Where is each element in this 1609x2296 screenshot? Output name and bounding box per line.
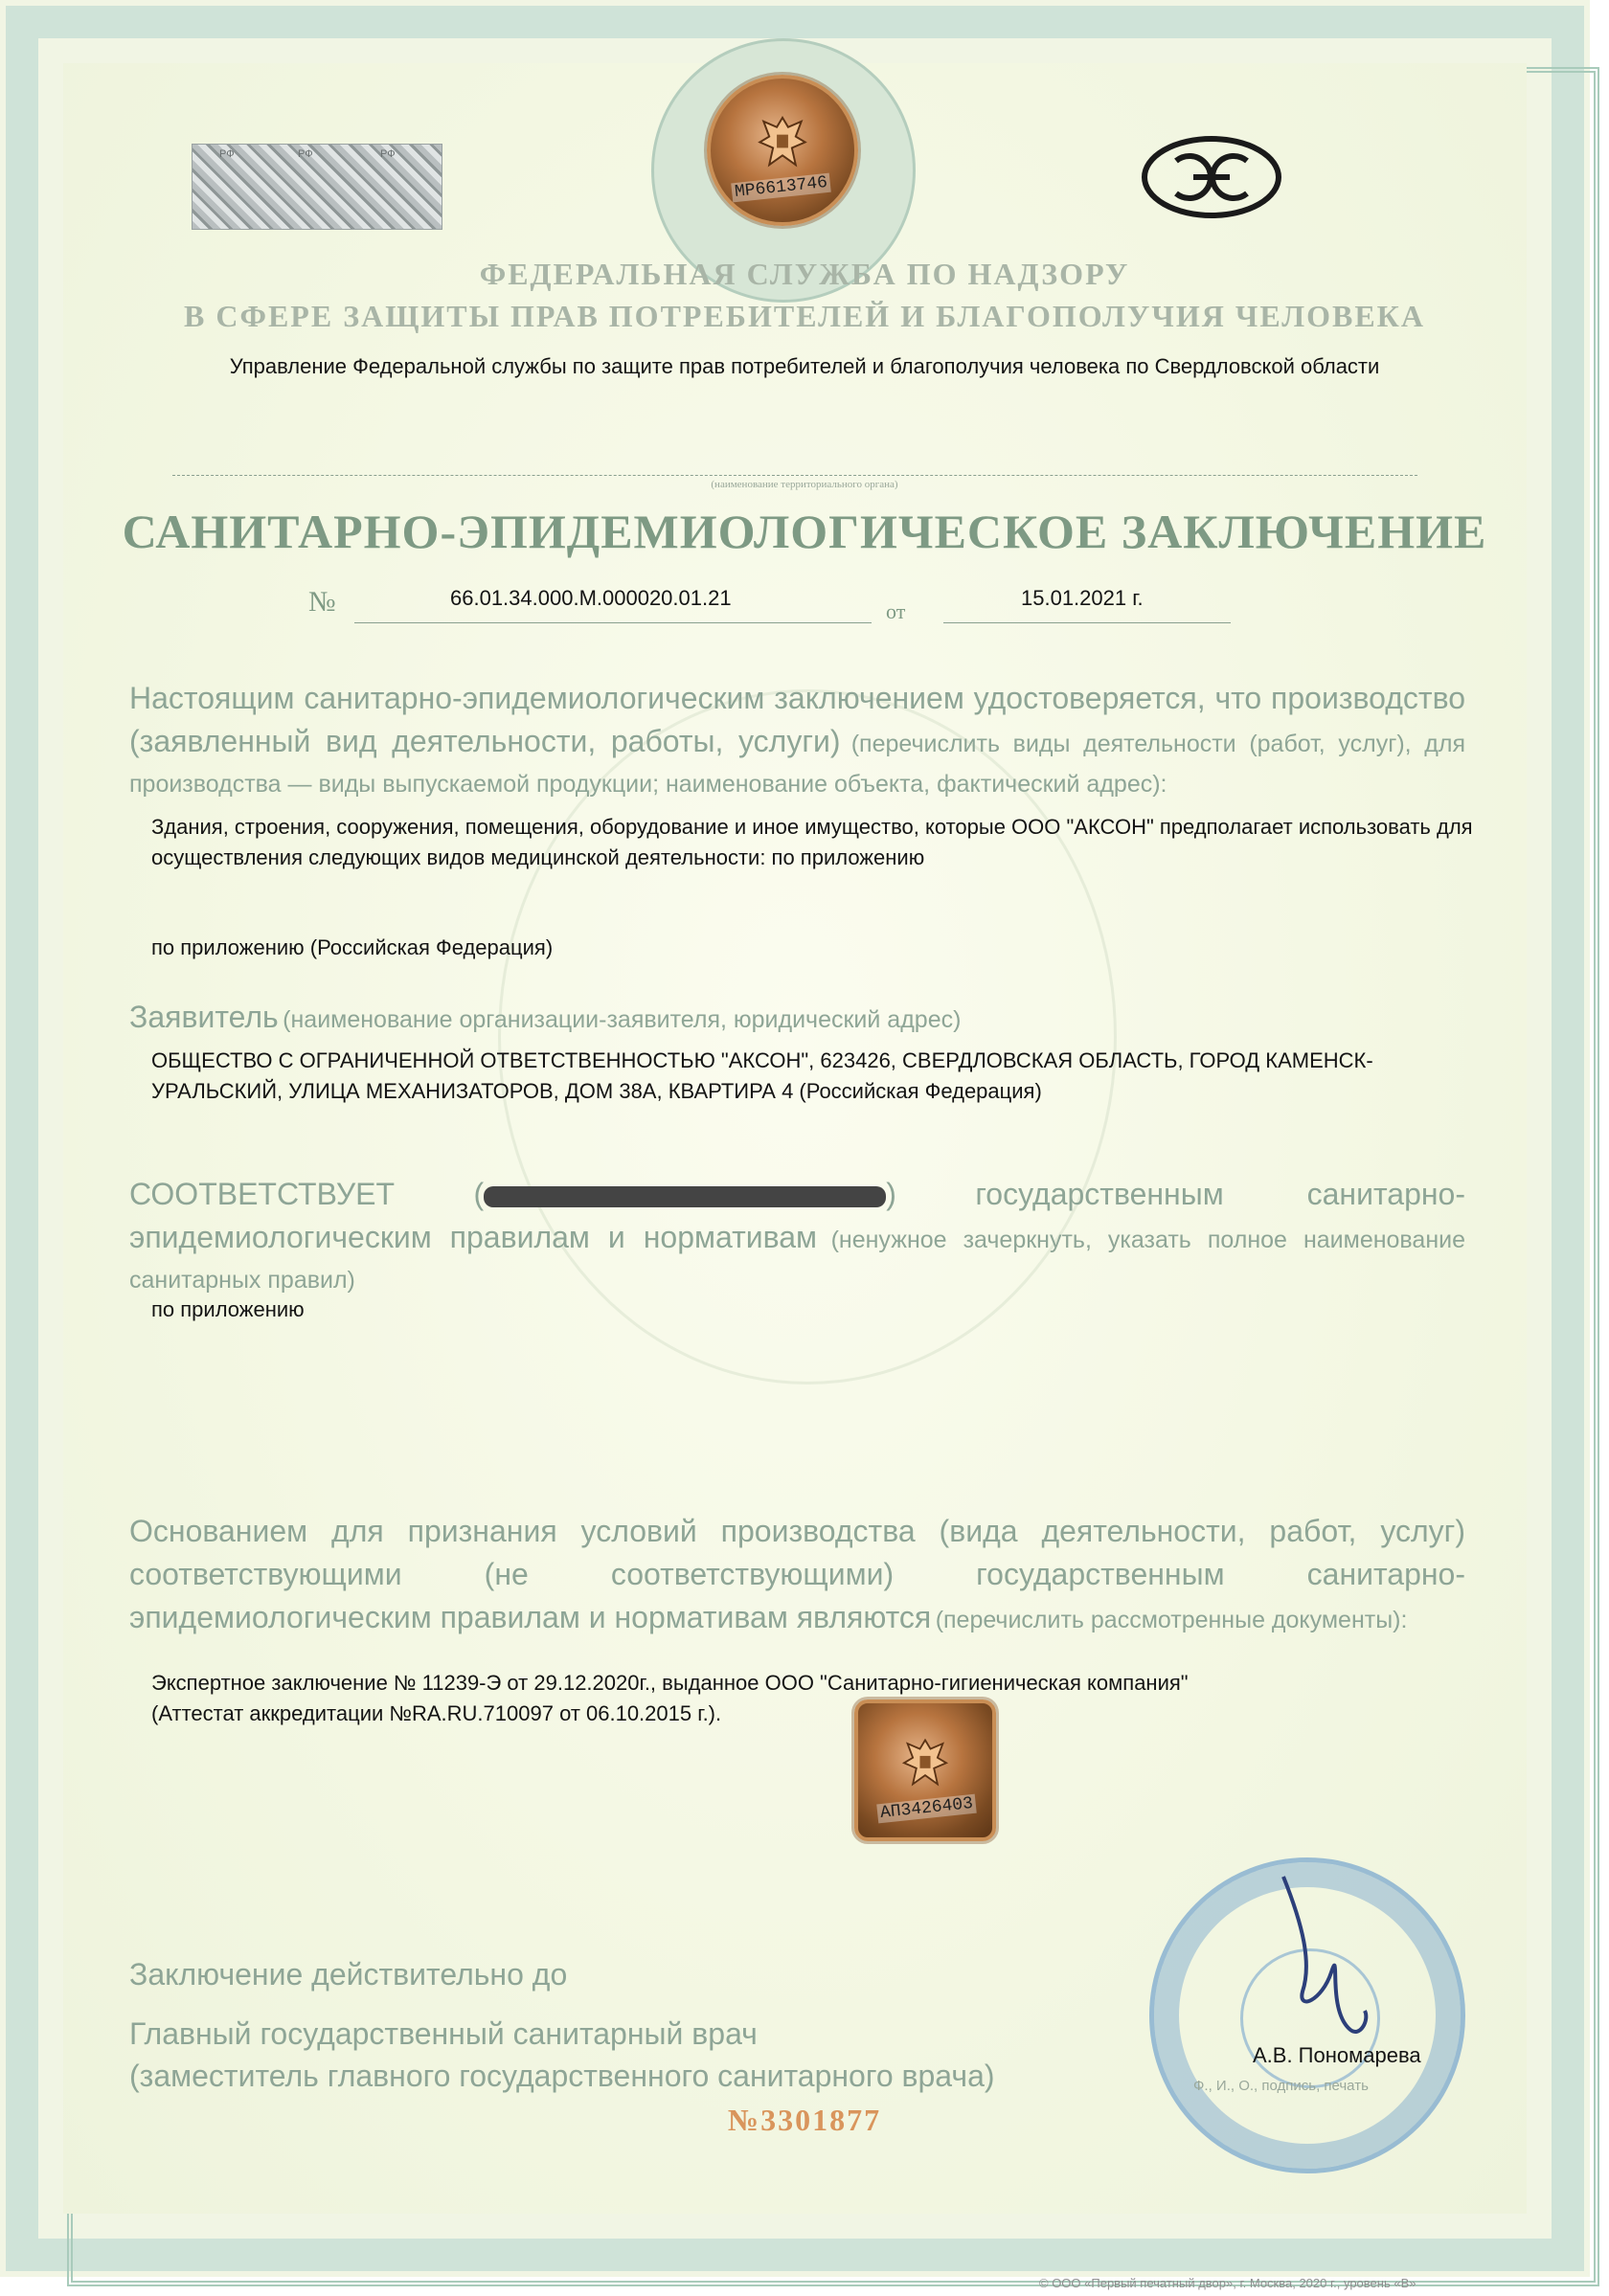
date-label: от	[886, 599, 906, 623]
chief-doctor-title	[129, 2013, 995, 2097]
conformity-lead: СООТВЕТСТВУЕТ	[129, 1177, 396, 1211]
signature-icon	[1245, 1867, 1398, 2059]
number-underline	[354, 622, 872, 623]
chief-title-line-1: Главный государственный санитарный врач	[129, 2016, 758, 2051]
applicant-value: ОБЩЕСТВО С ОГРАНИЧЕННОЙ ОТВЕТСТВЕННОСТЬЮ "АКСОН", 623426, СВЕРДЛОВСКАЯ ОБЛАСТЬ, ГОРОД КАМЕНСК-УРАЛЬСКИЙ, УЛИЦА МЕХАНИЗАТОРОВ, ДОМ 38А, КВАРТИРА 4 (Российская Федерация)	[151, 1048, 1373, 1103]
applicant-lead: Заявитель	[129, 1000, 279, 1034]
date-underline	[943, 622, 1231, 623]
certification-mark-icon	[1140, 134, 1283, 220]
conclusion-date: 15.01.2021 г.	[1021, 586, 1144, 610]
conformity-statement	[129, 1176, 1465, 1302]
hologram-serial-top: МР6613746	[731, 173, 831, 203]
emblem-hologram	[707, 75, 858, 226]
struck-out-phrase: ( )	[473, 1177, 896, 1211]
production-location: по приложению (Российская Федерация)	[151, 935, 554, 959]
hologram-serial-bottom: АП3426403	[876, 1794, 977, 1824]
redaction-bar	[484, 1186, 886, 1207]
production-hint: (перечислить виды деятельности (работ, услуг), для производства — виды выпускаемой продукции; наименование объекта, фактический адрес):	[129, 731, 1465, 798]
basis-lead: Основанием для признания условий производства (вида деятельности, работ, услуг) соответствующими (не соответствующими) государственным санитарно-эпидемиологическим правилам и нормативам являются	[129, 1514, 1465, 1634]
basis-statement	[129, 1513, 1465, 1642]
basis-value-line-2: (Аттестат аккредитации №RA.RU.710097 от 06.10.2015 г.).	[151, 1701, 722, 1725]
agency-name-line-2: В СФЕРЕ ЗАЩИТЫ ПРАВ ПОТРЕБИТЕЛЕЙ И БЛАГОПОЛУЧИЯ ЧЕЛОВЕКА	[184, 299, 1425, 333]
printer-imprint: © ООО «Первый печатный двор», г. Москва, 2020 г., уровень «В»	[1039, 2276, 1416, 2290]
production-statement	[129, 680, 1465, 806]
conclusion-number: 66.01.34.000.М.000020.01.21	[450, 586, 732, 610]
valid-until-label: Заключение действительно до	[129, 1957, 568, 1992]
basis-hint: (перечислить рассмотренные документы):	[935, 1607, 1408, 1633]
department-underline	[172, 475, 1417, 476]
production-value: Здания, строения, сооружения, помещения, оборудование и иное имущество, которые ООО "АКСОН" предполагает использовать для осуществления следующих видов медицинской деятельности: по приложению	[151, 815, 1473, 869]
territorial-department: Управление Федеральной службы по защите прав потребителей и благополучия человека по Свердловской области	[229, 354, 1380, 378]
basis-value	[151, 1668, 1492, 1729]
hologram-strip-text: РФ	[298, 148, 313, 160]
number-label: №	[308, 586, 336, 618]
double-headed-eagle-icon	[898, 1733, 952, 1794]
conformity-value: по приложению	[151, 1297, 305, 1321]
hologram-strip-text: РФ	[380, 148, 396, 160]
document-title: САНИТАРНО-ЭПИДЕМИОЛОГИЧЕСКОЕ ЗАКЛЮЧЕНИЕ	[122, 505, 1487, 558]
chief-title-line-2: (заместитель главного государственного санитарного врача)	[129, 2059, 995, 2093]
double-headed-eagle-icon	[754, 110, 811, 176]
form-serial-number: №3301877	[727, 2103, 882, 2137]
conformity-hint: (ненужное зачеркнуть, указать полное наименование санитарных правил)	[129, 1227, 1466, 1294]
agency-name-line-1: ФЕДЕРАЛЬНАЯ СЛУЖБА ПО НАДЗОРУ	[479, 257, 1130, 291]
applicant-hint: (наименование организации-заявителя, юридический адрес)	[283, 1006, 962, 1033]
basis-value-line-1: Экспертное заключение № 11239-Э от 29.12.2020г., выданное ООО "Санитарно-гигиеническая компания"	[151, 1671, 1189, 1695]
applicant-heading	[129, 1000, 961, 1035]
doctor-name: А.В. Пономарева	[1253, 2043, 1421, 2067]
signature-caption: Ф., И., О., подпись, печать	[1193, 2078, 1369, 2094]
hologram-sticker	[854, 1699, 996, 1841]
hologram-strip	[192, 144, 442, 230]
hologram-strip-text: РФ	[219, 148, 235, 160]
production-lead: Настоящим санитарно-эпидемиологическим заключением удостоверяется, что производство (заявленный вид деятельности, работы, услуги)	[129, 681, 1465, 758]
conformity-rest: государственным санитарно-эпидемиологическим правилам и нормативам	[129, 1177, 1465, 1254]
department-caption: (наименование территориального органа)	[711, 479, 898, 490]
